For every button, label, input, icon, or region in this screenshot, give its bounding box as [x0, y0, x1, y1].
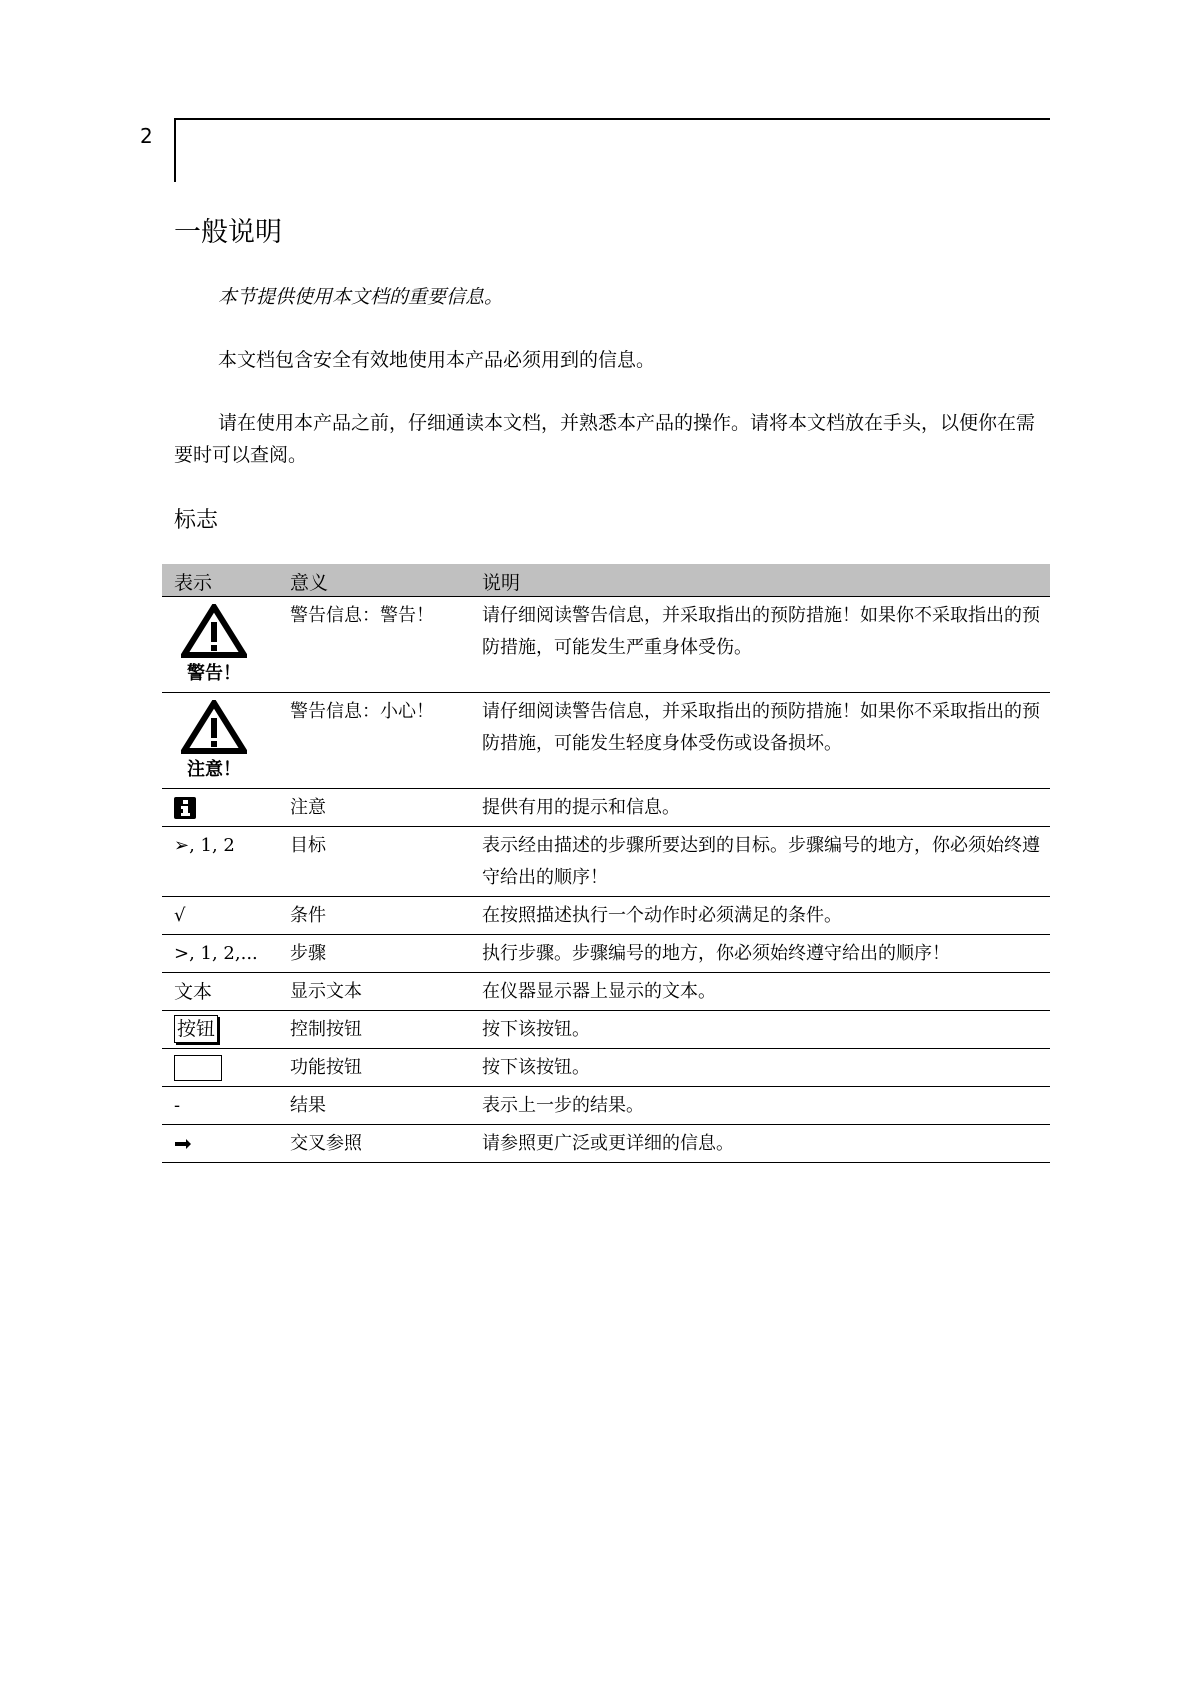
warning-triangle-icon — [181, 604, 247, 658]
meaning-cell: 控制按钮 — [278, 1011, 470, 1049]
table-row — [162, 1125, 1050, 1163]
description-cell: 表示上一步的结果。 — [470, 1087, 1050, 1125]
caution-label: 注意！ — [187, 759, 241, 780]
symbol-cell: √ — [162, 897, 278, 935]
symbol-cell: 文本 — [162, 973, 278, 1011]
meaning-cell: 结果 — [278, 1087, 470, 1125]
description-cell: 执行步骤。步骤编号的地方，你必须始终遵守给出的顺序！ — [470, 935, 1050, 973]
control-button-symbol: 按钮 — [174, 1015, 218, 1043]
description-cell: 提供有用的提示和信息。 — [470, 789, 1050, 827]
table-row — [162, 597, 1050, 693]
symbol-cell: - — [162, 1087, 278, 1125]
page-number: 2 — [140, 124, 153, 148]
table-row — [162, 1087, 1050, 1125]
header-horizontal-rule — [174, 118, 1050, 120]
table-row — [162, 935, 1050, 973]
section-title: 一般说明 — [174, 217, 282, 248]
header-description: 说明 — [470, 564, 1050, 597]
description-cell: 表示经由描述的步骤所要达到的目标。步骤编号的地方，你必须始终遵守给出的顺序！ — [470, 827, 1050, 897]
symbol-cell — [162, 1049, 278, 1087]
table-row — [162, 693, 1050, 789]
description-cell: 请仔细阅读警告信息，并采取指出的预防措施！如果你不采取指出的预防措施，可能发生严重身体受伤。 — [470, 597, 1050, 693]
meaning-cell: 步骤 — [278, 935, 470, 973]
header-meaning: 意义 — [278, 564, 470, 597]
table-header-row — [162, 564, 1050, 597]
description-cell: 请仔细阅读警告信息，并采取指出的预防措施！如果你不采取指出的预防措施，可能发生轻度身体受伤或设备损坏。 — [470, 693, 1050, 789]
description-cell: 按下该按钮。 — [470, 1049, 1050, 1087]
paragraph-1: 本文档包含安全有效地使用本产品必须用到的信息。 — [218, 349, 656, 371]
symbol-legend-table — [162, 564, 1050, 1163]
header-symbol: 表示 — [162, 564, 278, 597]
description-cell: 请参照更广泛或更详细的信息。 — [470, 1125, 1050, 1163]
symbol-cell — [162, 789, 278, 827]
symbol-cell: ➢, 1, 2 — [162, 827, 278, 897]
description-cell: 在按照描述执行一个动作时必须满足的条件。 — [470, 897, 1050, 935]
meaning-cell: 显示文本 — [278, 973, 470, 1011]
table-row — [162, 1011, 1050, 1049]
meaning-cell: 警告信息：警告！ — [278, 597, 470, 693]
caution-triangle-icon — [181, 700, 247, 754]
paragraph-2: 请在使用本产品之前，仔细通读本文档，并熟悉本产品的操作。请将本文档放在手头，以便你在需要时可以查阅。 — [174, 412, 1036, 466]
symbol-cell — [162, 1011, 278, 1049]
meaning-cell: 功能按钮 — [278, 1049, 470, 1087]
description-cell: 按下该按钮。 — [470, 1011, 1050, 1049]
table-row — [162, 789, 1050, 827]
table-row — [162, 1049, 1050, 1087]
meaning-cell: 警告信息：小心！ — [278, 693, 470, 789]
header-vertical-rule — [174, 118, 176, 182]
meaning-cell: 交叉参照 — [278, 1125, 470, 1163]
subsection-title: 标志 — [174, 508, 219, 533]
cross-reference-icon — [174, 1138, 192, 1150]
info-icon — [174, 797, 196, 819]
description-cell: 在仪器显示器上显示的文本。 — [470, 973, 1050, 1011]
meaning-cell: 条件 — [278, 897, 470, 935]
table-row — [162, 973, 1050, 1011]
symbol-cell — [162, 1125, 278, 1163]
table-row — [162, 897, 1050, 935]
symbol-cell — [162, 693, 278, 789]
meaning-cell: 注意 — [278, 789, 470, 827]
meaning-cell: 目标 — [278, 827, 470, 897]
symbol-cell: >, 1, 2,... — [162, 935, 278, 973]
symbol-cell — [162, 597, 278, 693]
function-button-icon — [174, 1055, 222, 1081]
table-row — [162, 827, 1050, 897]
warning-label: 警告！ — [187, 663, 241, 684]
intro-text: 本节提供使用本文档的重要信息。 — [218, 286, 504, 308]
